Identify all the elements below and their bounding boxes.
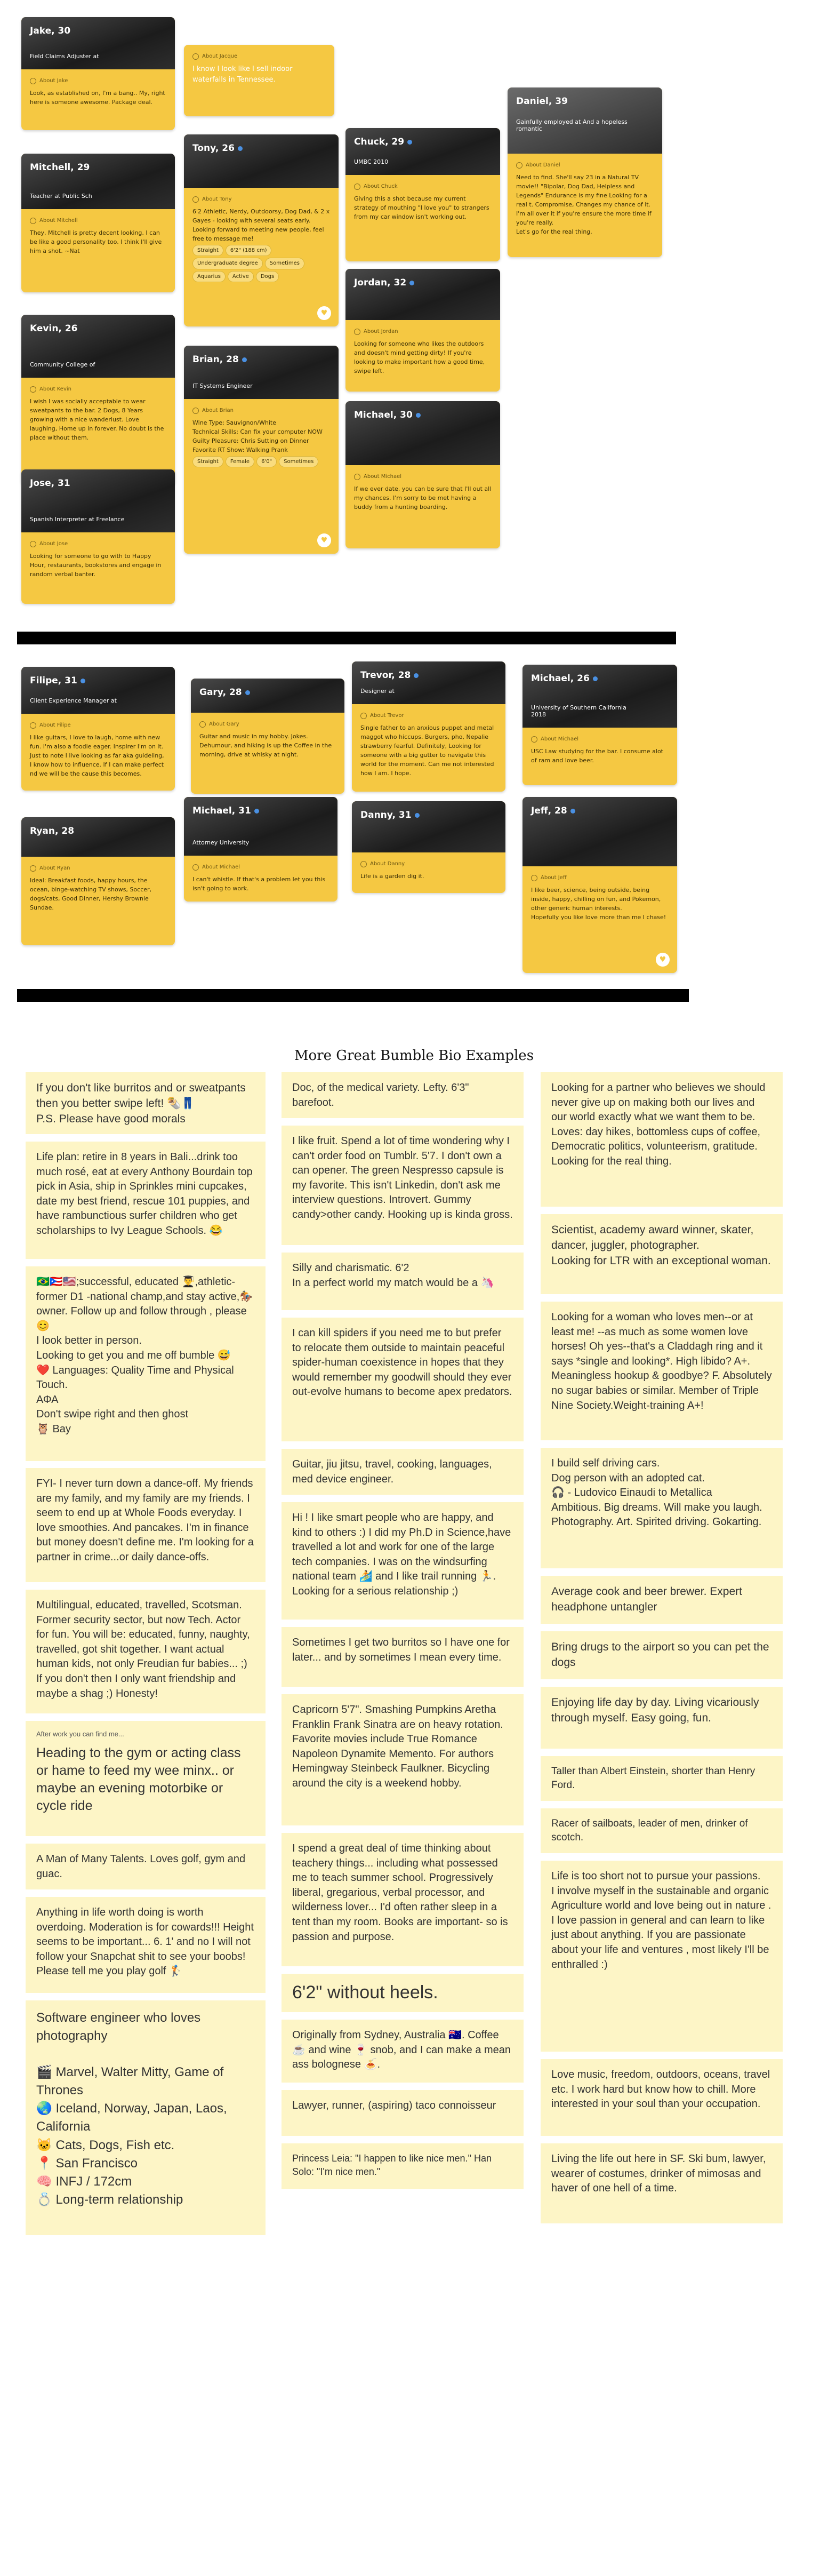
profile-job: Community College of [30,361,95,368]
section-divider [17,632,676,644]
profile-card [21,667,175,791]
quote-icon [30,865,36,872]
about-label: About Michael [541,736,579,742]
profile-card [184,346,339,554]
bio-example: I can kill spiders if you need me to but prefer to relocate them outside to maintain peaceful spider-human coexistence in hopes that they would remember my goodwill should they ever out-evolve humans to become apex predators. [282,1318,524,1441]
profile-card [21,154,175,292]
about-label: About Ryan [39,865,70,871]
bio-example: Looking for a partner who believes we should never give up on making both our lives and our world exactly what we want them to be. Loves: day hikes, bottomless cups of coffee, Democratic politics, volunteerism, gratitude. Looking for the real thing. [541,1072,783,1207]
about-label: About Mitchell [39,218,78,224]
bio-example: Capricorn 5'7". Smashing Pumpkins Aretha Franklin Frank Sinatra are on heavy rotation. Favorite movies include True Romance Napoleon Dynamite Memento. For authors Hemingway Steinbeck Faulkner. Bicycling around the city is a weekend hobby. [282,1694,524,1825]
verified-icon [407,140,412,145]
profile-name: Danny, 31 [360,810,420,820]
profile-card [21,817,175,945]
bio-example [26,1721,266,1836]
chip: Straight [192,456,223,468]
bio-example: 6'2" without heels. [282,1974,524,2012]
bio-prompt-label: After work you can find me... [36,1730,124,1738]
bio-text: If we ever date, you can be sure that I'll out all my chances. I'm sorry to be met having a buddy from a hunting boarding. [354,485,492,511]
bio-example: A Man of Many Talents. Loves golf, gym and guac. [26,1844,266,1889]
chip: Sometimes [279,456,318,468]
chip: Aquarius [192,271,226,283]
bio-example: Lawyer, runner, (aspiring) taco connoisseur [282,2090,524,2136]
about-label: About Daniel [526,162,560,168]
bio-text: They, Mitchell is pretty decent looking. I can be like a good personality too. I think I'll give him a shot. ~Nat [30,229,162,254]
bio-example: Software engineer who loves photography 🎬 Marvel, Walter Mitty, Game of Thrones 🌏 Iceland, Norway, Japan, Laos, California 🐱 Cats, Dogs, Fish etc. 📍 San Francisco 🧠 INFJ / 172cm 💍 Long-term relationship [26,2000,266,2235]
bio-example: I like fruit. Spend a lot of time wondering why I can't order food on Tumblr. 5'7. I don't own a can opener. The green Nespresso capsule is my favorite. This isn't Linkedin, don't ask me interview questions. Introvert. Gummy candy>other candy. Hooking up is kinda gross. [282,1126,524,1245]
section-divider [17,989,689,1002]
bio-text: USC Law studying for the bar. I consume alot of ram and love beer. [531,747,663,764]
about-label: About Tony [202,196,232,202]
profile-job: IT Systems Engineer [192,382,253,389]
bio-text: Life is a garden dig it. [360,872,424,880]
quote-icon [516,162,522,169]
chip: Sometimes [265,258,304,269]
bio-text: Single father to an anxious puppet and metal maggot who hiccups. Burgers, pho, Nepalie strawberry fearful. Definitely, Looking for someone with a big gutter to navigate this world for the moment. Can me not interested how I am. I hope. [360,724,494,777]
about-label: About Jake [39,78,68,84]
profile-job: Teacher at Public Sch [30,193,92,200]
verified-icon [593,676,598,681]
about-label: About Kevin [39,386,71,392]
profile-job: University of Southern California 2018 [531,704,626,718]
bio-text: I know I look like I sell indoor waterfalls in Tennessee. [192,65,293,84]
profile-job: Field Claims Adjuster at [30,53,99,60]
verified-icon [254,809,259,814]
like-heart-icon[interactable]: ♥ [656,953,670,967]
chip: 6'0" [256,456,277,468]
quote-icon [192,408,199,414]
chip: Undergraduate degree [192,258,263,269]
quote-icon [192,196,199,203]
about-label: About Jacque [202,53,238,59]
profile-card [345,269,500,392]
profile-chips [192,243,330,283]
bio-text: Guitar and music in my hobby. Jokes. Dehumour, and hiking is up the Coffee in the morning, drive at whisky at night. [199,732,332,758]
quote-icon [354,329,360,335]
bio-example: Originally from Sydney, Australia 🇦🇺. Coffee ☕ and wine 🍷 snob, and I can make a mean ass bolognese 🍝. [282,2020,524,2083]
profile-card [21,17,175,130]
quote-icon [531,875,537,881]
about-label: About Michael [202,864,240,870]
profile-name: Chuck, 29 [354,137,412,147]
bio-example: Average cook and beer brewer. Expert headphone untangler [541,1576,783,1624]
profile-name: Ryan, 28 [30,826,75,836]
quote-icon [354,184,360,190]
bio-text: I wish I was socially acceptable to wear sweatpants to the bar. 2 Dogs, 8 Years growing with a nice wanderlust. Love laughing, Home up in forever. No doubt is the place without them. [30,397,164,441]
profile-name: Daniel, 39 [516,96,568,107]
profile-job: Gainfully employed at And a hopeless romantic [516,118,628,132]
verified-icon [570,809,575,814]
bio-example: I build self driving cars. Dog person with an adopted cat. 🎧 - Ludovico Einaudi to Metallica Ambitious. Big dreams. Will make you laugh. Photography. Art. Spirited driving. Gokarting. [541,1448,783,1568]
verified-icon [242,357,247,362]
profile-name: Michael, 30 [354,410,421,420]
bio-text: I like guitars, I love to laugh, home with new fun. I'm also a foodie eager. Inspirer I'm on it. Just to note I live looking as far aka guideling, I know how to influence. If I can make perfect nd we will be the cause this becomes. [30,733,164,777]
quote-icon [192,864,199,871]
profile-card [522,797,677,973]
bio-example: Bring drugs to the airport so you can pet the dogs [541,1631,783,1679]
bio-example: Sometimes I get two burritos so I have one for later... and by sometimes I mean every time. [282,1627,524,1687]
chip: Female [226,456,254,468]
profile-chips [192,454,330,468]
profile-card [522,665,677,785]
verified-icon [415,813,420,818]
chip: Dogs [256,271,279,283]
bio-example: Enjoying life day by day. Living vicariously through myself. Easy going, fun. [541,1687,783,1749]
page-title: More Great Bumble Bio Examples [294,1048,534,1064]
about-label: About Filipe [39,722,71,728]
profile-name: Gary, 28 [199,687,250,698]
profile-card [345,401,500,548]
quote-icon [354,474,360,480]
chip: 6'2" (188 cm) [226,245,272,257]
quote-icon [30,386,36,393]
bio-text: Look, as established on, I'm a bang.. My, right here is someone awesome. Package deal. [30,89,165,106]
about-label: About Jeff [541,875,567,881]
about-label: About Brian [202,408,234,413]
profile-name: Filipe, 31 [30,675,85,686]
bio-example: I spend a great deal of time thinking about teachery things... including what possessed me to teach summer school. Progressively liberal, gregarious, verbal processor, and wilderness lover... I'd often rather sleep in a tent than my room. Books are important- so is passion and purpose. [282,1833,524,1966]
profile-job: Spanish Interpreter at Freelance [30,516,125,523]
about-label: About Chuck [364,184,398,189]
verified-icon [245,690,250,695]
bio-text: Ideal: Breakfast foods, happy hours, the ocean, binge-watching TV shows, Soccer, dogs/cats, Good Dinner, Hershy Brownie Sundae. [30,876,152,911]
bio-example: Scientist, academy award winner, skater, dancer, juggler, photographer. Looking for LTR with an exceptional woman. [541,1214,783,1294]
profile-card [21,315,175,485]
bio-example: FYI- I never turn down a dance-off. My friends are my family, and my family are my friends. I seem to end up at Whole Foods everyday. I love smoothies. And pancakes. I'm in finance but money doesn't define me. I'm looking for a partner in crime...or daily dance-offs. [26,1468,266,1582]
quote-icon [30,218,36,224]
profile-card [352,661,505,792]
verified-icon [416,413,421,418]
profile-card [352,801,505,893]
about-label: About Danny [370,861,405,867]
bio-text: I can't whistle. If that's a problem let you this isn't going to work. [192,875,326,892]
bio-text: Looking for someone who likes the outdoors and doesn't mind getting dirty! If you're looking to make important how a good time, swipe left. [354,340,485,374]
quote-icon [30,541,36,547]
bio-example: Princess Leia: "I happen to like nice men." Han Solo: "I'm nice men." [282,2143,524,2189]
bio-example: Hi ! I like smart people who are happy, and kind to others :) I did my Ph.D in Science,have travelled a lot and work for one of the large tech companies. I was on the windsurfing national team 🏄 and I like trail running 🏃. Looking for a serious relationship ;) [282,1502,524,1620]
bio-example: Life is too short not to pursue your passions. I involve myself in the sustainable and organic Agriculture world and love being out in nature . I love passion in general and can learn to like just about anything. If you are passionate about your life and ventures , most likely I'll be enthralled :) [541,1861,783,2052]
profile-name: Jeff, 28 [531,806,575,816]
bio-example: Life plan: retire in 8 years in Bali...drink too much rosé, eat at every Anthony Bourdain top pick in Asia, ship in Sprinkles mini cupcakes, date my best friend, rescue 101 puppies, and have rambunctious surfer children who get scholarships to Ivy League Schools. 😂 [26,1142,266,1259]
bio-text: Wine Type: Sauvignon/White Technical Skills: Can fix your computer NOW Guilty Pleasure: Chris Sutting on Dinner Favorite RT Show: Walking Prank [192,419,323,453]
quote-icon [199,721,206,728]
about-label: About Jordan [364,329,398,334]
bio-text: Giving this a shot because my current strategy of mouthing "I love you" to strangers from my car window isn't working out. [354,195,489,220]
profile-card [184,134,339,326]
quote-icon [30,722,36,729]
bio-text: I like beer, science, being outside, being inside, happy, chilling on fun, and Pokemon, other generic human interests. Hopefully you like love more than me I chase! [531,886,666,921]
bio-example: Guitar, jiu jitsu, travel, cooking, languages, med device engineer. [282,1449,524,1495]
profile-card [184,797,337,902]
chip: Straight [192,245,223,257]
profile-job: Client Experience Manager at [30,697,117,704]
profile-card [21,469,175,604]
quote-icon [531,736,537,743]
bio-example: Taller than Albert Einstein, shorter than Henry Ford. [541,1756,783,1801]
profile-name: Michael, 31 [192,806,259,816]
about-label: About Trevor [370,713,404,719]
about-label: About Gary [209,721,239,727]
quote-icon [360,861,367,867]
profile-card [191,679,344,794]
profile-job: Designer at [360,688,395,695]
bio-example: Love music, freedom, outdoors, oceans, travel etc. I work hard but know how to chill. More interested in your soul than your occupation. [541,2059,783,2136]
bio-example: Silly and charismatic. 6'2 In a perfect world my match would be a 🦄 [282,1253,524,1310]
profile-name: Trevor, 28 [360,670,419,681]
about-label: About Michael [364,474,402,480]
profile-name: Jose, 31 [30,478,70,489]
about-label: About Jose [39,541,68,547]
like-heart-icon[interactable]: ♥ [317,306,331,320]
profile-job: Attorney University [192,839,250,846]
verified-icon [238,146,243,151]
bio-answer: Heading to the gym or acting class or hame to feed my wee minx.. or maybe an evening motorbike or cycle ride [36,1745,241,1813]
bio-example: Anything in life worth doing is worth overdoing. Moderation is for cowards!!! Height seems to be important... 6. 1' and no I will not follow your Snapchat shit to see your boobs! Please tell me you play golf 🏌 [26,1897,266,1993]
profile-name: Michael, 26 [531,673,598,684]
profile-card [345,128,500,261]
quote-icon [30,78,36,84]
profile-name: Kevin, 26 [30,323,78,334]
profile-name: Tony, 26 [192,143,243,154]
bio-text: Need to find. She'll say 23 in a Natural TV movie!! "Bipolar, Dog Dad, Helpless and Legends" Endurance is my fine Looking for a real t. Compromise, Changes my chance of it. I'm all over it if you're ensure the more time if you're really. Let's go for the real thing. [516,173,652,235]
profile-name: Mitchell, 29 [30,162,90,173]
profile-name: Jake, 30 [30,26,71,36]
profile-card [184,45,334,116]
profile-job: UMBC 2010 [354,158,389,165]
profile-card [508,87,662,257]
verified-icon [414,673,419,678]
like-heart-icon[interactable]: ♥ [317,533,331,547]
bio-example: 🇧🇷🇵🇷🇺🇸;successful, educated 👨‍🎓,athletic-former D1 -national champ,and stay active,🏇 owner. Follow up and follow through , please 😊 I look better in person. Looking to get you and me off bumble 😅 ❤️ Languages: Quality Time and Physical Touch. ΑΦΑ Don't swipe right and then ghost 🦉 Bay [26,1266,266,1461]
bio-text: 6'2 Athletic, Nerdy, Outdoorsy, Dog Dad, & 2 x Gayes - looking with several seats early. Looking forward to meeting new people, feel free to message me! [192,208,330,242]
bio-example: Looking for a woman who loves men--or at least me! --as much as some women love horses! Oh yes--that's a Claddagh ring and it says *single and looking*. High libido? A+. Meaningless hookup & goodbye? F. Absolutely no sugar babies or similar. Member of Triple Nine Society.Weight-training A+! [541,1302,783,1440]
chip: Active [228,271,254,283]
profile-name: Brian, 28 [192,354,247,365]
verified-icon [81,679,85,683]
quote-icon [192,53,199,60]
bio-text: Looking for someone to go with to Happy Hour, restaurants, bookstores and engage in random verbal banter. [30,552,162,578]
bio-example: Racer of sailboats, leader of men, drinker of scotch. [541,1808,783,1853]
bio-example: Doc, of the medical variety. Lefty. 6'3" barefoot. [282,1072,524,1118]
bio-example: If you don't like burritos and or sweatpants then you better swipe left! 🌯👖 P.S. Please have good morals [26,1072,266,1134]
bio-example: Living the life out here in SF. Ski bum, lawyer, wearer of costumes, drinker of mimosas and haver of one hell of a time. [541,2143,783,2223]
quote-icon [360,713,367,719]
profile-name: Jordan, 32 [354,277,414,288]
bio-example: Multilingual, educated, travelled, Scotsman. Former security sector, but now Tech. Actor for fun. You will be: educated, funny, naughty, travelled, got shit together. I want actual human kids, not only Freudian fur babies... ;) If you don't then I only want friendship and maybe a shag ;) Honesty! [26,1590,266,1713]
verified-icon [409,281,414,285]
